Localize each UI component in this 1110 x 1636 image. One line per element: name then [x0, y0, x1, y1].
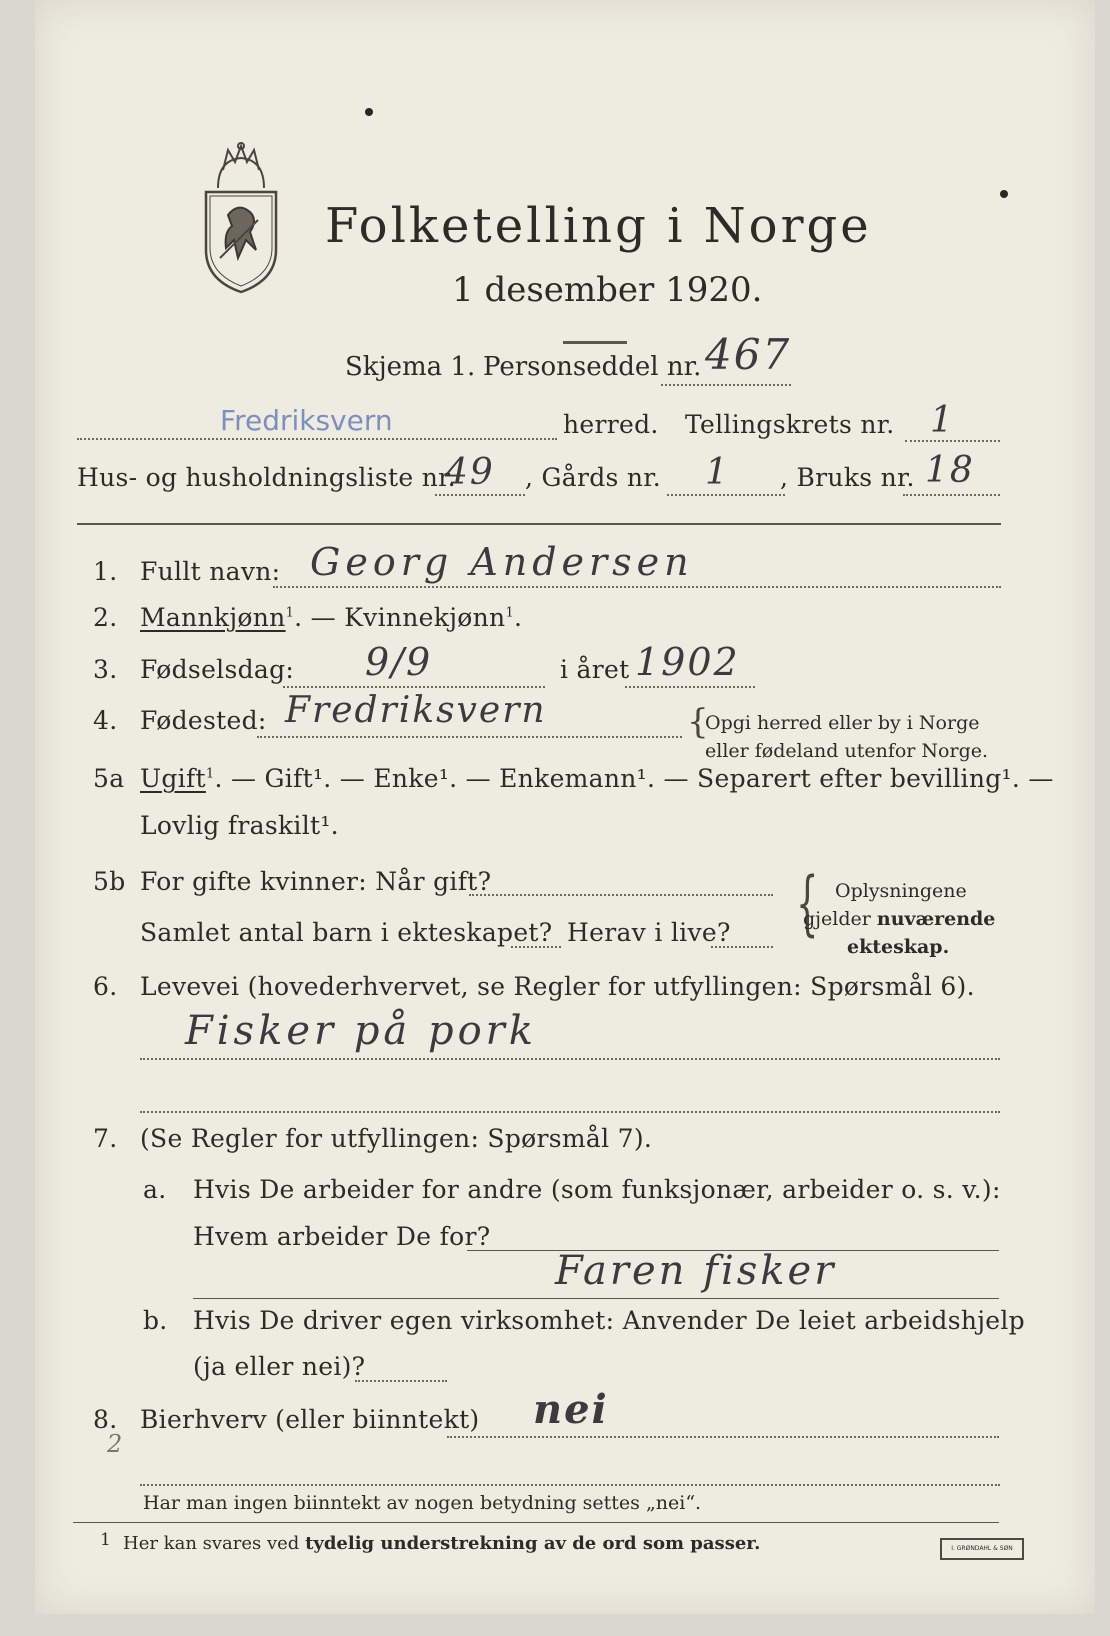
q1-line [273, 586, 1001, 588]
q5b-note-2: gjelder nuværende [803, 908, 996, 930]
q2-sep: . — [294, 603, 345, 632]
q3-label: Fødselsdag: [140, 655, 295, 684]
q2-male: Mannkjønn [140, 603, 286, 632]
q7b-line2: (ja eller nei)? [193, 1352, 366, 1381]
q6-label: Levevei (hovederhvervet, se Regler for utfyllingen: Spørsmål 6). [140, 972, 975, 1001]
gards-value: 1 [705, 452, 730, 493]
q3-year-label: i året [560, 655, 630, 684]
q2-end: . [514, 603, 523, 632]
q7-number: 7. [93, 1124, 118, 1153]
q4-note-1: Opgi herred eller by i Norge [705, 712, 980, 734]
q2-female: Kvinnekjønn [344, 603, 506, 632]
q7a-line2: Hvem arbeider De for? [193, 1222, 491, 1251]
q7-label: (Se Regler for utfyllingen: Spørsmål 7). [140, 1124, 653, 1153]
q8-note: Har man ingen biinntekt av nogen betydning settes „nei“. [143, 1492, 702, 1514]
q4-number: 4. [93, 706, 118, 735]
q8-line-1 [447, 1436, 999, 1438]
q8-value: nei [533, 1386, 609, 1433]
coat-of-arms-icon [198, 140, 284, 300]
tellingskrets-value: 1 [930, 400, 955, 441]
q5b-number: 5b [93, 867, 126, 896]
printer-stamp: I. GRØNDAHL & SØN [940, 1538, 1024, 1560]
personseddel-line [661, 384, 791, 386]
q4-value: Fredriksvern [285, 690, 547, 731]
q2-options: Mannkjønn$^1$. — Kvinnekjønn$^1$. [140, 603, 523, 632]
schema-label: Skjema 1. [345, 352, 476, 382]
q8-number: 8. [93, 1405, 118, 1434]
hus-label: Hus- og husholdningsliste nr. [77, 463, 456, 492]
q7b-letter: b. [143, 1306, 168, 1335]
q5b-line1: For gifte kvinner: Når gift? [140, 867, 492, 896]
q1-label: Fullt navn: [140, 557, 281, 586]
title-divider [563, 341, 627, 344]
q1-value: Georg Andersen [310, 540, 694, 584]
personseddel-value: 467 [705, 330, 792, 379]
herred-label: herred. [563, 410, 659, 439]
q4-label: Fødested: [140, 706, 267, 735]
q7b-line1: Hvis De driver egen virksomhet: Anvender De leiet arbeidshjelp [193, 1306, 1025, 1335]
gards-line [667, 494, 785, 496]
q7a-value: Faren fisker [555, 1248, 837, 1294]
q5a-rest: . — Gift¹. — Enke¹. — Enkemann¹. — Separert efter bevilling¹. — [214, 764, 1054, 793]
q4-note-2: eller fødeland utenfor Norge. [705, 740, 989, 762]
q8-line-2 [140, 1484, 1000, 1486]
q5b-live-line [711, 946, 773, 948]
section-divider [77, 523, 1001, 525]
footnote-divider [73, 1522, 999, 1523]
bruks-value: 18 [925, 450, 975, 491]
q3-value: 9/9 [365, 640, 433, 684]
form-title: Folketelling i Norge [325, 198, 872, 254]
q1-number: 1. [93, 557, 118, 586]
q5b-barn-line [511, 946, 561, 948]
ink-dot [1000, 190, 1008, 198]
q4-brace: { [687, 702, 709, 742]
q5b-line2a: Samlet antal barn i ekteskapet? [140, 918, 553, 947]
q5a-ugift: Ugift [140, 764, 206, 793]
q5a-line2: Lovlig fraskilt¹. [140, 811, 339, 840]
q6-value: Fisker på pork [185, 1008, 538, 1054]
q7b-line [355, 1380, 447, 1382]
q3-number: 3. [93, 655, 118, 684]
bruks-label: , Bruks nr. [780, 463, 915, 492]
q7a-letter: a. [143, 1175, 167, 1204]
footnote-text: Her kan svares ved tydelig understrekning av de ord som passer. [123, 1533, 761, 1554]
margin-mark: 2 [107, 1430, 125, 1458]
q5a-options: Ugift$^1$. — Gift¹. — Enke¹. — Enkemann¹. — Separert efter bevilling¹. — [140, 764, 1054, 793]
q2-number: 2. [93, 603, 118, 632]
q3-year-value: 1902 [635, 640, 740, 684]
q5b-line2b: Herav i live? [567, 918, 731, 947]
gards-label: , Gårds nr. [525, 463, 662, 492]
q4-line [257, 736, 682, 738]
q6-number: 6. [93, 972, 118, 1001]
q3-year-line [625, 686, 755, 688]
q3-line [283, 686, 545, 688]
bruks-line [903, 494, 1000, 496]
tellingskrets-label: Tellingskrets nr. [685, 410, 895, 439]
q6-line-1 [140, 1058, 1000, 1060]
herred-stamp: Fredriksvern [220, 404, 393, 437]
hus-value: 49 [445, 452, 495, 493]
herred-line [77, 438, 557, 440]
q6-line-2 [140, 1111, 1000, 1113]
q5a-number: 5a [93, 764, 125, 793]
q5b-note-3: ekteskap. [847, 936, 950, 958]
personseddel-label: Personseddel nr. [483, 352, 702, 382]
ink-dot [365, 108, 373, 116]
q7a-line1: Hvis De arbeider for andre (som funksjonær, arbeider o. s. v.): [193, 1175, 1001, 1204]
census-form [35, 0, 1095, 1614]
q5b-note-1: Oplysningene [835, 880, 967, 902]
q7a-line-2 [193, 1298, 999, 1299]
census-date: 1 desember 1920. [452, 270, 763, 310]
q8-label: Bierhverv (eller biinntekt) [140, 1405, 480, 1434]
q5b-gift-line [469, 894, 773, 896]
q5b-brace: { [796, 862, 819, 944]
footnote-mark: 1 [100, 1530, 111, 1550]
hus-line [435, 494, 525, 496]
